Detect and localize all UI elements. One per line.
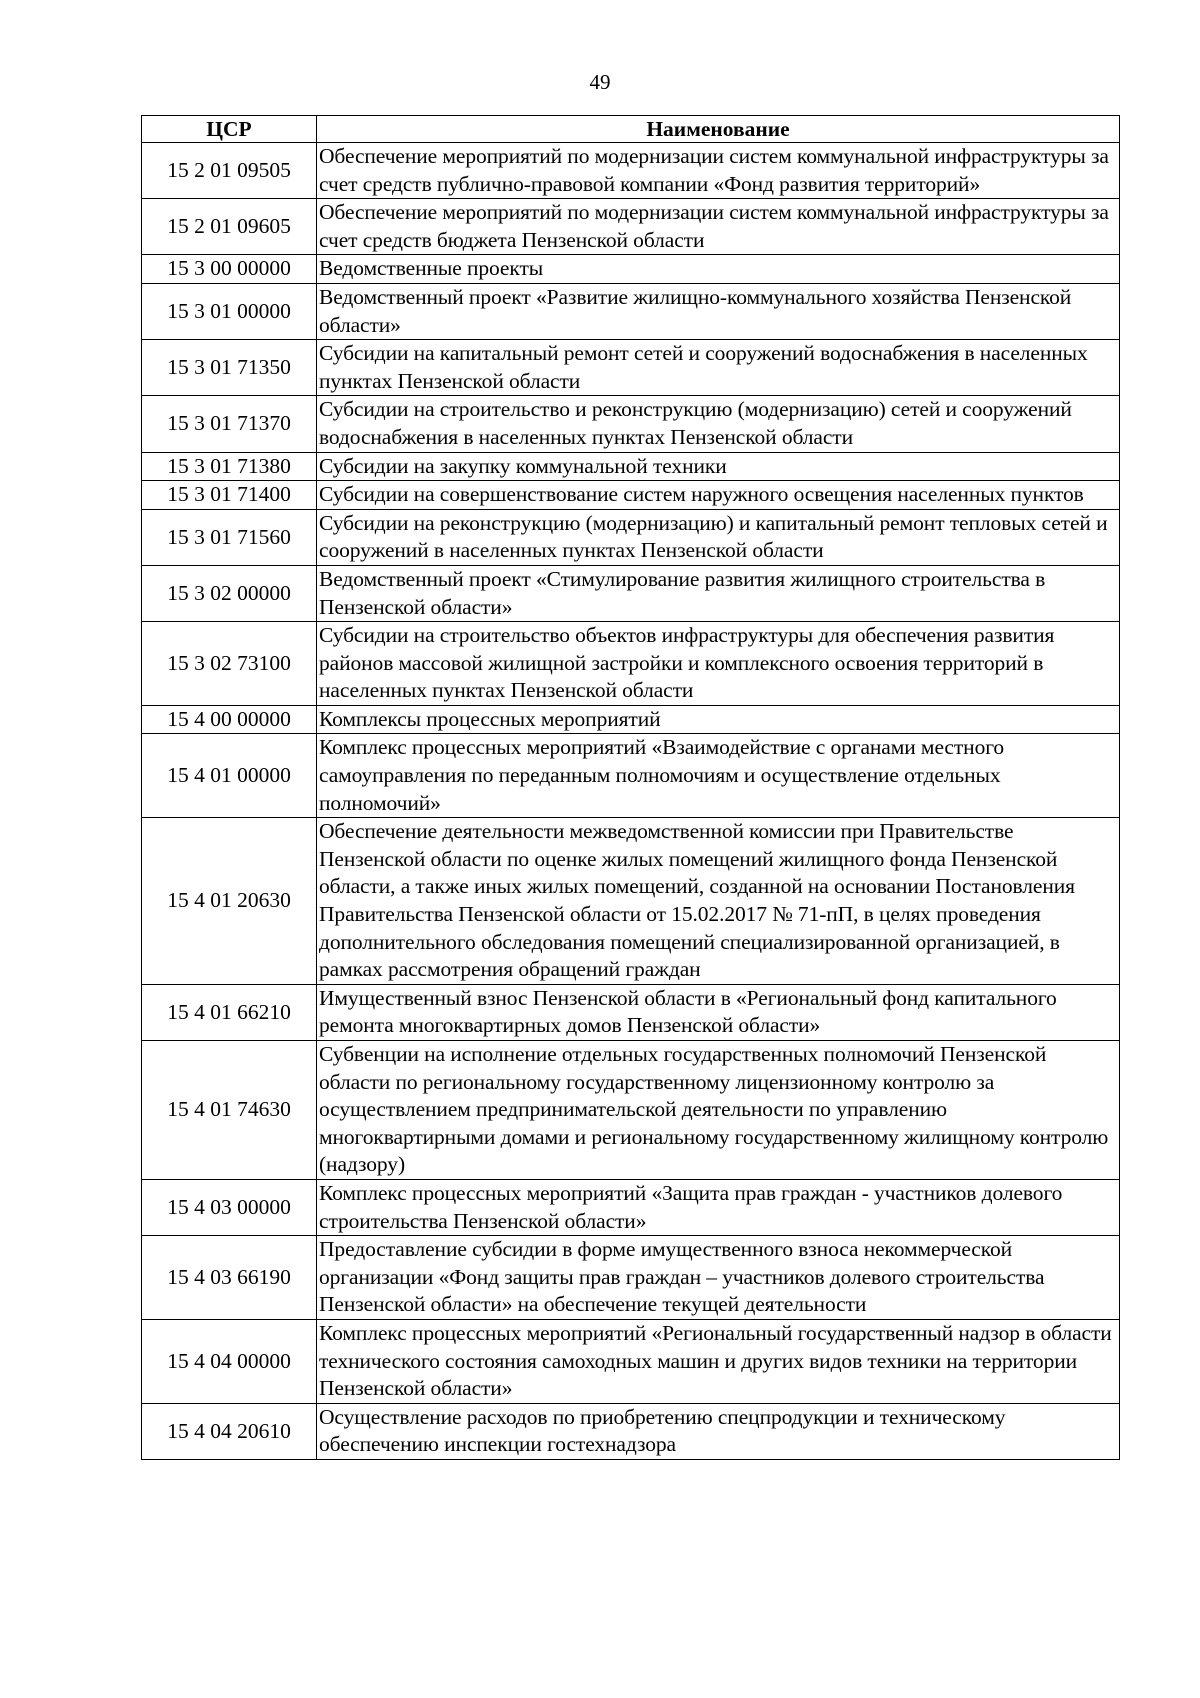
table-row	[142, 481, 1120, 510]
row-code: 15 3 02 00000	[142, 565, 317, 621]
table-row	[142, 283, 1120, 339]
row-name: Обеспечение мероприятий по модернизации систем коммунальной инфраструктуры за счет средств публично-правовой компании «Фонд развития территорий»	[317, 143, 1120, 199]
table-row	[142, 1236, 1120, 1320]
row-code: 15 2 01 09505	[142, 143, 317, 199]
table-row	[142, 1041, 1120, 1180]
row-code: 15 3 01 71400	[142, 481, 317, 510]
row-code: 15 4 01 00000	[142, 734, 317, 818]
table-row	[142, 340, 1120, 396]
row-name: Комплекс процессных мероприятий «Защита прав граждан - участников долевого строительства Пензенской области»	[317, 1179, 1120, 1235]
row-name: Субсидии на закупку коммунальной техники	[317, 452, 1120, 481]
table-row	[142, 396, 1120, 452]
row-code: 15 4 01 66210	[142, 984, 317, 1040]
table-header-row	[142, 116, 1120, 143]
row-name: Субвенции на исполнение отдельных государственных полномочий Пензенской области по региональному государственному лицензионному контролю за осуществлением предпринимательской деятельности по управлению многоквартирными домами и региональному государственному жилищному контролю (надзору)	[317, 1041, 1120, 1180]
row-name: Ведомственные проекты	[317, 255, 1120, 284]
table-row	[142, 1319, 1120, 1403]
row-code: 15 3 01 00000	[142, 283, 317, 339]
table-row	[142, 734, 1120, 818]
row-code: 15 4 00 00000	[142, 705, 317, 734]
row-code: 15 4 01 20630	[142, 818, 317, 985]
table-row	[142, 199, 1120, 255]
table-row	[142, 143, 1120, 199]
row-code: 15 3 00 00000	[142, 255, 317, 284]
row-code: 15 4 04 20610	[142, 1403, 317, 1459]
row-name: Комплекс процессных мероприятий «Взаимодействие с органами местного самоуправления по переданным полномочиям и осуществление отдельных полномочий»	[317, 734, 1120, 818]
row-name: Осуществление расходов по приобретению спецпродукции и техническому обеспечению инспекции гостехнадзора	[317, 1403, 1120, 1459]
row-name: Обеспечение деятельности межведомственной комиссии при Правительстве Пензенской области по оценке жилых помещений жилищного фонда Пензенской области, а также иных жилых помещений, созданной на основании Постановления Правительства Пензенской области от 15.02.2017 № 71-пП, в целях проведения дополнительного обследования помещений специализированной организацией, в рамках рассмотрения обращений граждан	[317, 818, 1120, 985]
row-name: Субсидии на совершенствование систем наружного освещения населенных пунктов	[317, 481, 1120, 510]
table-row	[142, 509, 1120, 565]
table-row	[142, 984, 1120, 1040]
row-code: 15 4 01 74630	[142, 1041, 317, 1180]
row-name: Ведомственный проект «Развитие жилищно-коммунального хозяйства Пензенской области»	[317, 283, 1120, 339]
column-header-code: ЦСР	[142, 116, 317, 143]
row-name: Субсидии на капитальный ремонт сетей и сооружений водоснабжения в населенных пунктах Пензенской области	[317, 340, 1120, 396]
row-name: Обеспечение мероприятий по модернизации систем коммунальной инфраструктуры за счет средств бюджета Пензенской области	[317, 199, 1120, 255]
page-number: 49	[589, 70, 611, 94]
row-name: Ведомственный проект «Стимулирование развития жилищного строительства в Пензенской области»	[317, 565, 1120, 621]
row-name: Комплекс процессных мероприятий «Региональный государственный надзор в области технического состояния самоходных машин и других видов техники на территории Пензенской области»	[317, 1319, 1120, 1403]
table-row	[142, 818, 1120, 985]
column-header-name: Наименование	[317, 116, 1120, 143]
row-code: 15 3 01 71560	[142, 509, 317, 565]
row-name: Субсидии на реконструкцию (модернизацию) и капитальный ремонт тепловых сетей и сооружений в населенных пунктах Пензенской области	[317, 509, 1120, 565]
row-code: 15 2 01 09605	[142, 199, 317, 255]
row-name: Субсидии на строительство объектов инфраструктуры для обеспечения развития районов массовой жилищной застройки и комплексного освоения территорий в населенных пунктах Пензенской области	[317, 622, 1120, 706]
row-name: Субсидии на строительство и реконструкцию (модернизацию) сетей и сооружений водоснабжения в населенных пунктах Пензенской области	[317, 396, 1120, 452]
row-code: 15 3 01 71370	[142, 396, 317, 452]
row-name: Комплексы процессных мероприятий	[317, 705, 1120, 734]
table-row	[142, 255, 1120, 284]
row-name: Предоставление субсидии в форме имущественного взноса некоммерческой организации «Фонд защиты прав граждан – участников долевого строительства Пензенской области» на обеспечение текущей деятельности	[317, 1236, 1120, 1320]
table-row	[142, 705, 1120, 734]
table-row	[142, 622, 1120, 706]
row-code: 15 3 02 73100	[142, 622, 317, 706]
row-code: 15 4 03 00000	[142, 1179, 317, 1235]
budget-codes-table	[141, 115, 1120, 1460]
row-code: 15 3 01 71350	[142, 340, 317, 396]
row-code: 15 4 04 00000	[142, 1319, 317, 1403]
table-row	[142, 1179, 1120, 1235]
row-code: 15 4 03 66190	[142, 1236, 317, 1320]
table-row	[142, 452, 1120, 481]
table-row	[142, 1403, 1120, 1459]
row-code: 15 3 01 71380	[142, 452, 317, 481]
table-row	[142, 565, 1120, 621]
row-name: Имущественный взнос Пензенской области в «Региональный фонд капитального ремонта многоквартирных домов Пензенской области»	[317, 984, 1120, 1040]
